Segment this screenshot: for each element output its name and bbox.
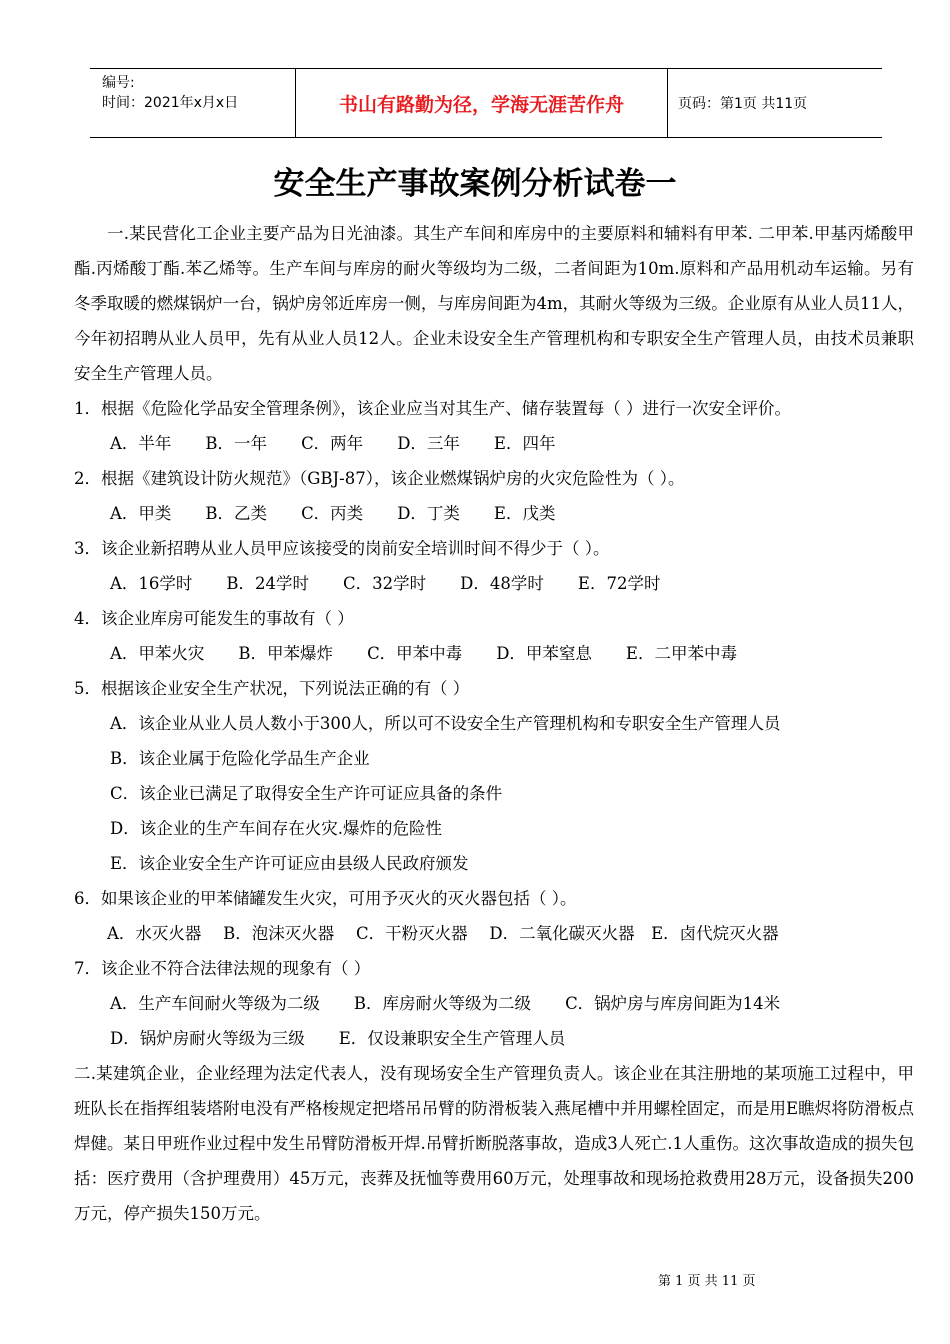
option: A．生产车间耐火等级为二级 (110, 994, 320, 1013)
option: A．16学时 (110, 574, 193, 593)
question-4-options (74, 636, 914, 671)
option: D．该企业的生产车间存在火灾.爆炸的危险性 (110, 819, 442, 838)
case-2-intro: 二.某建筑企业，企业经理为法定代表人，没有现场安全生产管理负责人。该企业在其注册地的某项施工过程中，甲班队长在指挥组装塔附电没有严格梭规定把塔吊吊臂的防滑板装入燕尾槽中并用螺栓固定，而是用E瞧烬将防滑板点焊健。某日甲班作业过程中发生吊臂防滑板开焊.吊臂折断脱落事故，造成3人死亡.1人重伤。这次事故造成的损失包括：医疗费用（含护理费用）45万元，丧葬及抚恤等费用60万元，处理事故和现场抢救费用28万元，设备损失200万元，停产损失150万元。 (74, 1064, 914, 1223)
option: A．甲苯火灾 (110, 644, 205, 663)
question-5: 5．根据该企业安全生产状况，下列说法正确的有（ ） (74, 679, 470, 698)
option: E．四年 (493, 434, 556, 453)
option: C．32学时 (343, 574, 427, 593)
option: A．半年 (110, 434, 172, 453)
header-motto: 书山有路勤为径，学海无涯苦作舟 (295, 69, 668, 137)
option: B．库房耐火等级为二级 (353, 994, 532, 1013)
question-6-options: A．水灭火器 B．泡沫灭火器 C．干粉灭火器 D．二氧化碳灭火器 E．卤代烷灭火器 (107, 924, 779, 943)
option: A．该企业从业人员人数小于300人，所以可不设安全生产管理机构和专职安全生产管理人员 (110, 714, 781, 733)
option: B．该企业属于危险化学品生产企业 (110, 749, 370, 768)
case-1-intro: 一.某民营化工企业主要产品为日光油漆。其生产车间和库房中的主要原料和辅料有甲苯. 二甲苯.甲基丙烯酸甲酯.丙烯酸丁酯.苯乙烯等。生产车间与库房的耐火等级均为二级，二者间距为10m.原料和产品用机动车运输。另有冬季取暖的燃煤锅炉一台，锅炉房邻近库房一侧，与库房间距为4m，其耐火等级为三级。企业原有从业人员11人，今年初招聘从业人员甲，先有从业人员12人。企业未设安全生产管理机构和专职安全生产管理人员，由技术员兼职安全生产管理人员。 (74, 224, 914, 383)
question-4: 4．该企业库房可能发生的事故有（ ） (74, 609, 354, 628)
question-1-options (74, 426, 914, 461)
option: E．该企业安全生产许可证应由县级人民政府颁发 (110, 854, 469, 873)
question-3-options (74, 566, 914, 601)
document-body (74, 216, 914, 1231)
document-title: 安全生产事故案例分析试卷一 (273, 166, 677, 202)
question-6: 6．如果该企业的甲苯储罐发生火灾，可用予灭火的灭火器包括（ ）。 (74, 889, 577, 908)
option: B．乙类 (205, 504, 268, 523)
question-2: 2．根据《建筑设计防火规范》（GBJ-87），该企业燃煤锅炉房的火灾危险性为（ ）。 (74, 469, 685, 488)
option: D．丁类 (397, 504, 460, 523)
option: C．该企业已满足了取得安全生产许可证应具备的条件 (110, 784, 503, 803)
option: B．24学时 (226, 574, 310, 593)
option: E．72学时 (577, 574, 661, 593)
option: C．两年 (301, 434, 364, 453)
question-7: 7．该企业不符合法律法规的现象有（ ） (74, 959, 371, 978)
option: E．戊类 (493, 504, 556, 523)
option: E．仅设兼职安全生产管理人员 (338, 1029, 566, 1048)
option: D．三年 (397, 434, 460, 453)
option: C．丙类 (301, 504, 364, 523)
question-1: 1．根据《危险化学品安全管理条例》，该企业应当对其生产、储存装置每（ ）进行一次安全评价。 (74, 399, 791, 418)
header-page-info: 页码：第1页 共11页 (678, 96, 808, 112)
time-label: 时间：2021年x月x日 (102, 95, 239, 111)
option: D．锅炉房耐火等级为三级 (110, 1029, 305, 1048)
option: C．锅炉房与库房间距为14米 (565, 994, 781, 1013)
page-footer: 第 1 页 共 11 页 (658, 1274, 756, 1289)
option: B．甲苯爆炸 (238, 644, 334, 663)
option: D．甲苯窒息 (496, 644, 592, 663)
header-meta (90, 69, 295, 137)
option: C．甲苯中毒 (367, 644, 463, 663)
number-label: 编号: (102, 75, 135, 91)
page-header (90, 68, 882, 138)
option: A．甲类 (110, 504, 172, 523)
question-2-options (74, 496, 914, 531)
option: E．二甲苯中毒 (625, 644, 737, 663)
question-7-options-row-2 (74, 1021, 914, 1056)
option: D．48学时 (460, 574, 544, 593)
option: B．一年 (205, 434, 268, 453)
question-3: 3．该企业新招聘从业人员甲应该接受的岗前安全培训时间不得少于（ ）。 (74, 539, 610, 558)
question-7-options-row-1 (74, 986, 914, 1021)
